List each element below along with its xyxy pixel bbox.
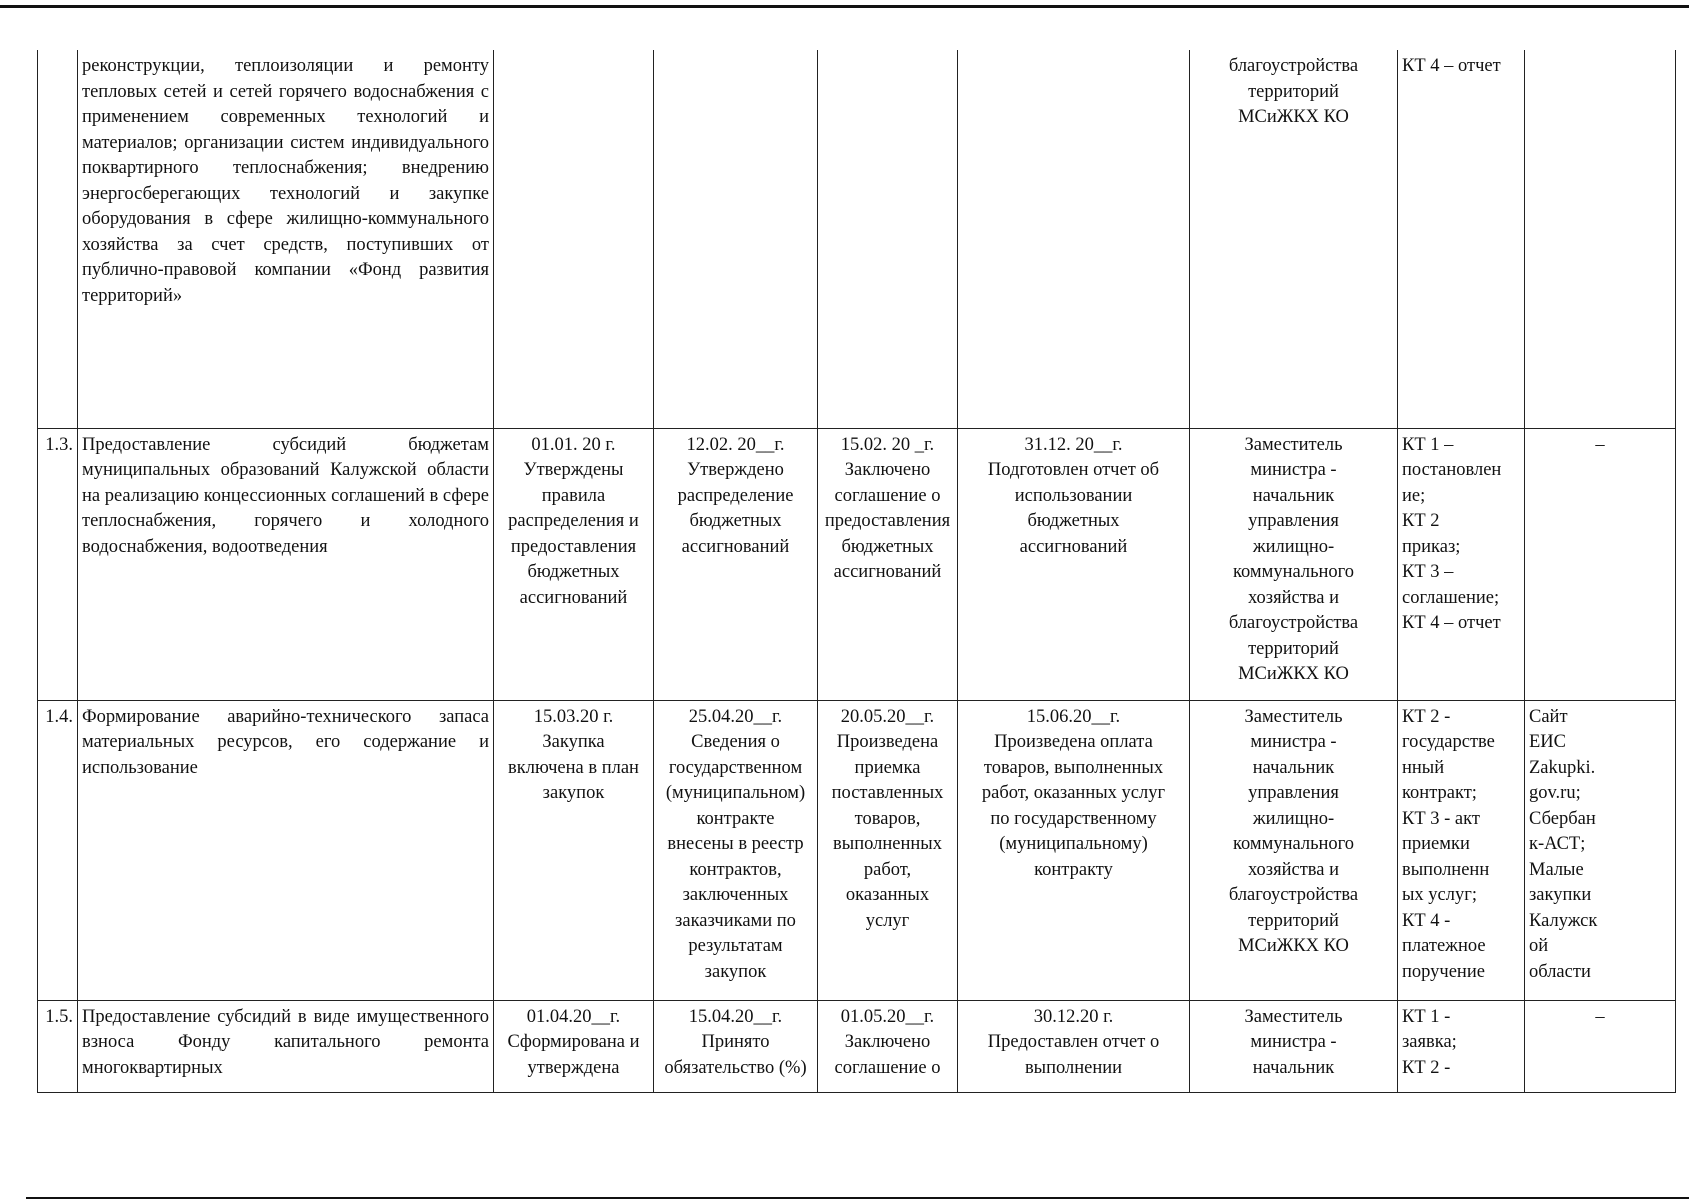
row-number: 1.5. [38,1000,78,1092]
information-source: – [1525,1000,1676,1092]
confirming-documents: КТ 4 – отчет [1398,50,1525,428]
row-number [38,50,78,428]
information-source: – [1525,428,1676,700]
control-point-1: 01.01. 20 г. Утверждены правила распределения и предоставления бюджетных ассигнований [494,428,654,700]
responsible-person: благоустройства территорий МСиЖКХ КО [1190,50,1398,428]
table-row [38,428,1676,700]
control-point-1 [494,50,654,428]
control-point-4: 30.12.20 г. Предоставлен отчет о выполнении [958,1000,1190,1092]
control-point-3: 01.05.20__г. Заключено соглашение о [818,1000,958,1092]
row-number: 1.4. [38,700,78,1000]
control-point-3: 15.02. 20 _г. Заключено соглашение о предоставления бюджетных ассигнований [818,428,958,700]
control-point-2: 25.04.20__г. Сведения о государственном (муниципальном) контракте внесены в реестр контрактов, заключенных заказчиками по результатам закупок [654,700,818,1000]
control-point-2: 12.02. 20__г. Утверждено распределение бюджетных ассигнований [654,428,818,700]
row-number: 1.3. [38,428,78,700]
event-description: Предоставление субсидий бюджетам муниципальных образований Калужской области на реализацию концессионных соглашений в сфере теплоснабжения, горячего и холодного водоснабжения, водоотведения [78,428,494,700]
event-description: Предоставление субсидий в виде имущественного взноса Фонду капитального ремонта многоквартирных [78,1000,494,1092]
control-point-2: 15.04.20__г. Принято обязательство (%) [654,1000,818,1092]
confirming-documents: КТ 1 - заявка; КТ 2 - [1398,1000,1525,1092]
table-row [38,1000,1676,1092]
confirming-documents: КТ 2 - государстве нный контракт; КТ 3 - акт приемки выполненн ых услуг; КТ 4 - платежное поручение [1398,700,1525,1000]
control-point-1: 15.03.20 г. Закупка включена в план закупок [494,700,654,1000]
responsible-person: Заместитель министра - начальник [1190,1000,1398,1092]
control-point-4 [958,50,1190,428]
control-point-2 [654,50,818,428]
confirming-documents: КТ 1 – постановлен ие; КТ 2 приказ; КТ 3 – соглашение; КТ 4 – отчет [1398,428,1525,700]
control-point-4: 15.06.20__г. Произведена оплата товаров, выполненных работ, оказанных услуг по государственному (муниципальному) контракту [958,700,1190,1000]
event-description: реконструкции, теплоизоляции и ремонту тепловых сетей и сетей горячего водоснабжения с применением современных технологий и материалов; организации систем индивидуального поквартирного теплоснабжения; внедрению энергосберегающих технологий и закупке оборудования в сфере жилищно-коммунального хозяйства за счет средств, поступивших от публично-правовой компании «Фонд развития территорий» [78,50,494,428]
control-point-3: 20.05.20__г. Произведена приемка поставленных товаров, выполненных работ, оказанных услуг [818,700,958,1000]
control-point-4: 31.12. 20__г. Подготовлен отчет об использовании бюджетных ассигнований [958,428,1190,700]
top-rule [0,5,1689,8]
table-row [38,50,1676,428]
information-source [1525,50,1676,428]
table-row [38,700,1676,1000]
event-description: Формирование аварийно-технического запаса материальных ресурсов, его содержание и использование [78,700,494,1000]
control-point-1: 01.04.20__г. Сформирована и утверждена [494,1000,654,1092]
control-point-3 [818,50,958,428]
responsible-person: Заместитель министра - начальник управления жилищно- коммунального хозяйства и благоустройства территорий МСиЖКХ КО [1190,428,1398,700]
bottom-rule [26,1197,1689,1199]
information-source: Сайт ЕИС Zakupki. gov.ru; Сбербан к-АСТ; Малые закупки Калужск ой области [1525,700,1676,1000]
responsible-person: Заместитель министра - начальник управления жилищно- коммунального хозяйства и благоустройства территорий МСиЖКХ КО [1190,700,1398,1000]
control-points-table [37,50,1676,1093]
